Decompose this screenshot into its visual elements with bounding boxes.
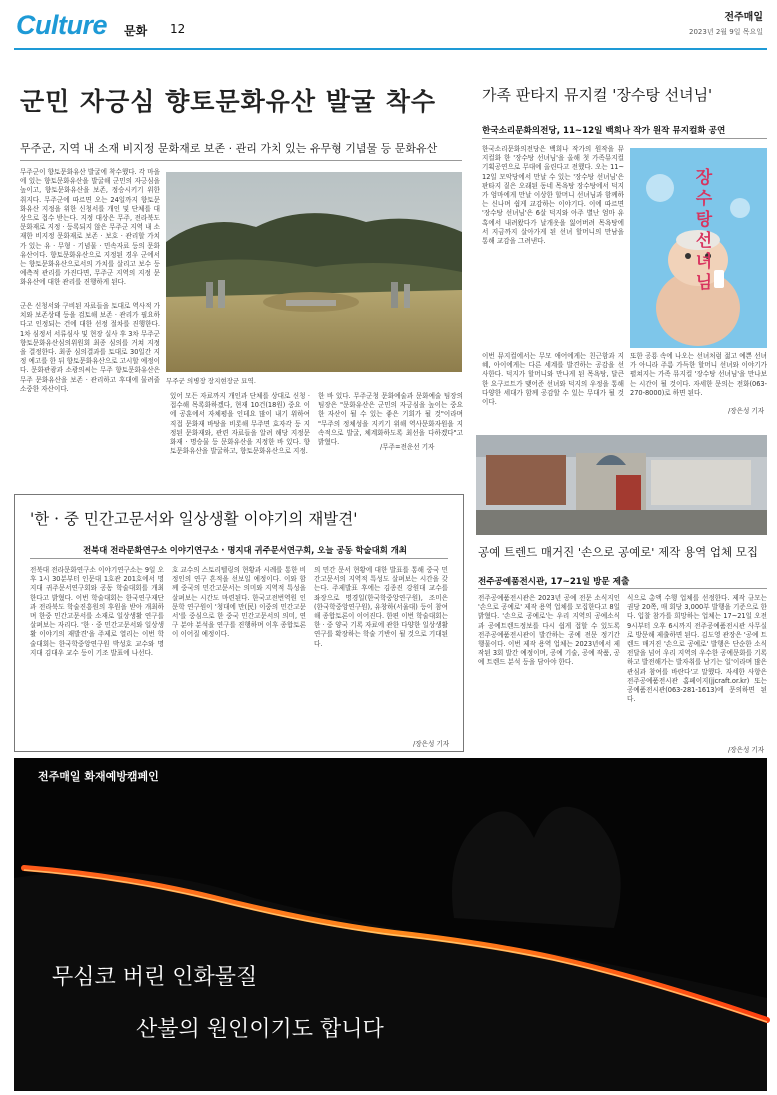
main-article-byline: /무주=전운선 기자 bbox=[380, 443, 435, 451]
buildings-aerial-image bbox=[476, 435, 767, 535]
craft-article-column-1: 전주공예품전시관은 2023년 공예 전문 소식지인 '손으로 공예로' 제작 용역 업체를 모집한다고 8일 밝혔다. '손으로 공예로'는 우리 지역의 공예소식과 공예트렌드정보를 다시 쉽게 접할 수 있도록 전주공예품전시관이 발간하는 공예 전문 정기간행물이다. 이번 제작 용역 업체는 2023년에서 제작된 3회 발간 예정이며, 공예 기술, 공예 작품, 공예 트렌드 분석 등을 담아야 한다. bbox=[478, 594, 620, 667]
craft-article-column-2: 식으로 총액 수행 업체를 선정한다. 제작 규모는 권당 20쪽, 매 회당 3,000부 발행을 기준으로 한다. 입찰 참가를 희망하는 업체는 17~21일 오전 9시부터 오후 6시까지 전주공예품전시관 사무실로 방문해 제출하면 된다. 김도영 관장은 '공예 트렌드 매거진 '손으로 공예로' 발행은 단순한 소식 전달을 넘어 우리 지역의 우수한 공예문화를 기록하고 발전해가는 발자취를 남기는 일'이라며 많은 관심과 참여를 바란다'고 말했다. 자세한 사항은 전주공예품전시관 홈페이지(jjcraft.or.kr) 또는 공예품전시관(063-281-1613)에 문의하면 된다. bbox=[627, 594, 767, 704]
campaign-slogan-line-2: 산불의 원인이기도 합니다 bbox=[136, 1017, 384, 1042]
main-article-column-2: 군은 신청서와 구비된 자료들을 토대로 역사적 가치와 보존상태 등을 검토해 보존 · 관리가 필요하다고 인정되는 건에 대한 선정 절차를 진행한다. 1차 심정서 서류심사 및 현장 실사 후 3차 무주군 향토문화유산심의위원회 최종 심의를 거쳐 지정을 결정한다. 최종 심의결과를 토대로 30일간 지정 예고를 한 뒤 향토문화유산으로 고시할 예정이다. 문화관광과 소광의씨는 무주 향토문화유산은 무주 문화유산을 보존 · 관리하고 후대에 물려줄 소중한 자산이다. bbox=[20, 302, 160, 393]
grave-site-photo bbox=[166, 172, 462, 372]
musical-article-column-1: 한국소리문화의전당은 백희나 작가의 원작을 뮤지컬화 한 '장수탕 선녀님'을 올해 첫 가족뮤지컬 기획공연으로 무대에 올린다고 전했다. 오는 11~12일 모악당에서 만날 수 있는 '장수탕 선녀님'은 판타지 짙은 오래된 동네 목욕탕 장수탕에서 덕지가 엄마에게 만날 이상한 할머니 선녀님과 함께하는 신나며 쉽게 교감하는 이야기다. 이에 따르면 '장수탕 선녀님'은 6살 덕지와 아주 별난 엄마 유혹에서 내려왔다가 날개옷을 잃어버려 목욕탕에서 지금까지 살아가게 된 선녀 할머니의 만남을 통해 교감을 그려낸다. bbox=[482, 145, 624, 246]
issue-date: 2023년 2월 9일 목요일 bbox=[689, 28, 763, 36]
craft-article-headline: 공예 트렌드 매거진 '손으로 공예로' 제작 용역 업체 모집 bbox=[478, 545, 758, 559]
main-article-column-4: 한 바 있다. 무주군청 문화예술과 문화예술 팀장의 팀장은 "문화유산은 군민의 자긍심을 높이는 중요한 자산이 될 수 있는 좋은 기회가 될 것"이라며 "무주의 정체성을 지키기 위해 역사문화자원을 지속적으로 발굴, 체계화하도록 최선을 다하겠다"고 밝혔다. bbox=[318, 392, 463, 447]
section-name-korean: 문화 bbox=[124, 24, 148, 38]
musical-subheadline-divider bbox=[482, 138, 767, 139]
subheadline-divider bbox=[20, 160, 462, 161]
seminar-article-subheadline: 전북대 전라문화연구소 이야기연구소 · 명지대 귀주문서연구회, 오늘 공동 학술대회 개최 bbox=[83, 545, 407, 555]
craft-center-photo bbox=[476, 435, 767, 535]
header-divider bbox=[14, 48, 767, 50]
musical-article-column-3: 이번 뮤지컬에서는 무모 애어에게는 친근함과 지혜, 아이에게는 다른 세계를 발견하는 공감을 선사한다. 덕지가 할머니와 만나게 된 목욕탕, 달큰한 요구르트가 맺어준 선녀와 덕지의 우정을 통해 다양한 세대가 함께 공감할 수 있는 무대가 될 것이다. bbox=[482, 352, 624, 407]
wildfire-image bbox=[14, 758, 767, 1091]
seminar-subheadline-divider bbox=[30, 558, 448, 559]
fire-prevention-campaign bbox=[14, 758, 767, 1091]
main-article-column-1: 무주군이 향토문화유산 발굴에 착수했다. 각 마을에 있는 향토문화유산을 발굴해 군민의 자긍심을 높이고, 향토문화유산을 보존, 정승시키기 위한 취지다. 무주군에 따르면 오는 24일까지 향토문화유산 지정을 위한 신청서를 개인 및 단체를 대상으로 접수 받는다. 지정 대상은 무주, 전라북도 문화재로 지정 · 등록되지 않은 무주군 지역 내 소재한 비지정 문화재로 보존 · 보호 · 관리할 가치가 있는 유 · 무형 · 기념물 · 민속자료 등의 문화유산이다. 향토문화유산으로 지정된 경우 군에서는 향토문화유산으로서의 가치를 살리고 보수 등 예측적 관리를 가진다면, 무주군 지역의 지정 문화유산에 대한 관리를 진행하게 된다. bbox=[20, 168, 160, 287]
campaign-label: 전주매일 화재예방캠페인 bbox=[38, 770, 159, 783]
craft-article-byline: /장은성 기자 bbox=[728, 746, 765, 754]
musical-article-subheadline: 한국소리문화의전당, 11~12일 백희나 작가 원작 뮤지컬화 공연 bbox=[482, 126, 726, 136]
photo-caption: 무주군 의병장 장지현장군 묘역. bbox=[166, 377, 256, 385]
main-article-column-3: 있어 모든 자료까지 개인과 단체를 상대로 신청 · 접수해 목록화하겠다, 현재 10건(18원) 중요 이에 공훈에서 자체평을 인데요 많이 내기 위하여 직접 문화재 바탕을 비롯해 무주면 효자각 등 지정된 문화재와, 관련 자료들을 알려 해당 지정문화재 · 명승물 등 문화유산을 지정한 바 있다. 향토문화유산을 발굴하고, 향토문화유산으로 지정. bbox=[170, 392, 310, 456]
craft-article-subheadline: 전주공예품전시관, 17~21일 방문 제출 bbox=[478, 577, 630, 587]
main-article-subheadline: 무주군, 지역 내 소재 비지정 문화재로 보존 · 관리 가치 있는 유무형 기념물 등 문화유산 bbox=[20, 142, 438, 155]
musical-article-column-2: 또한 공룡 속에 나오는 선녀처럼 젊고 예쁜 선녀가 아니라 주름 가득한 할머니 선녀와 이야기가 펼쳐지는 가족 뮤지컬 '장수탕 선녀님'을 만나보는 시간이 될 것이다. 자세한 문의는 전화(063-270-8000)로 하면 된다. bbox=[630, 352, 767, 397]
campaign-slogan-line-1: 무심코 버린 인화물질 bbox=[52, 965, 258, 990]
musical-article-byline: /장은성 기자 bbox=[728, 407, 765, 415]
main-article-headline: 군민 자긍심 향토문화유산 발굴 착수 bbox=[20, 87, 437, 116]
seminar-article-column-2: 호 교수의 스토리텔링의 현황과 시례를 통한 비정인의 연구 흔적을 선보일 예정이다. 이와 함께 중국의 민간고문서는 의미와 지역적 특성을 살펴보는 시간도 마련된다. 한국고전번역원 인문학 연구원이 '청대에 만(民) 이중의 민간고문서'를 중심으로 한 중국 민간고문서의 의미, 연구 분야 분석을 연구를 진행하며 이후 종합토론이 이어질 예정이다. bbox=[172, 566, 306, 639]
seminar-article-column-3: 의 민간 문서 현황에 대한 발표를 통해 중국 민간고문서의 지역적 특성도 살펴보는 시간을 갖는다. 주제발표 후에는 김종진 강원대 교수를 좌장으로 명경일(한국학중앙연구원), 조미은(한국학중앙연구원), 유창하(서울대) 등이 참여해 종합토론이 이어진다. 한편 이번 학술대회는 한 · 중 양국 기록 자료에 관한 다양한 일상생활 연구를 확장하는 학술 기반이 될 것으로 기대된다. bbox=[314, 566, 448, 648]
newspaper-name: 전주매일 bbox=[724, 12, 763, 23]
poster-title: 장수탕 선녀님 bbox=[695, 168, 713, 293]
seminar-article-headline: '한 · 중 민간고문서와 일상생활 이야기의 재발견' bbox=[30, 510, 358, 528]
musical-article-headline: 가족 판타지 뮤지컬 '장수탕 선녀님' bbox=[482, 86, 713, 104]
page-number: 12 bbox=[170, 22, 186, 36]
craft-subheadline-divider bbox=[478, 588, 767, 589]
seminar-article-column-1: 전북대 전라문화연구소 이야기연구소는 9일 오후 1시 30분부터 인문대 1호관 201호에서 명지대 귀주문서연구회와 공동 학술대회를 개최한다고 밝혔다. 이번 학술대회는 한국연구재단과 전라북도 학술진흥원의 후원을 받아 개최하며 한중 민간고문서를 소재로 일상생활 연구를 살펴보는 자리다. '한 · 중 민간고문서와 일상생활 이야기의 재발견'을 주제로 열리는 이번 학술대회는 한국학중앙연구원 박성호 교수와 명지대 김대우 교수 등이 기조 발표에 나선다. bbox=[30, 566, 164, 657]
page-header bbox=[0, 0, 777, 50]
seminar-article-byline: /장은성 기자 bbox=[413, 740, 450, 748]
tomb-landscape-image bbox=[166, 172, 462, 372]
section-name: Culture bbox=[16, 10, 107, 40]
